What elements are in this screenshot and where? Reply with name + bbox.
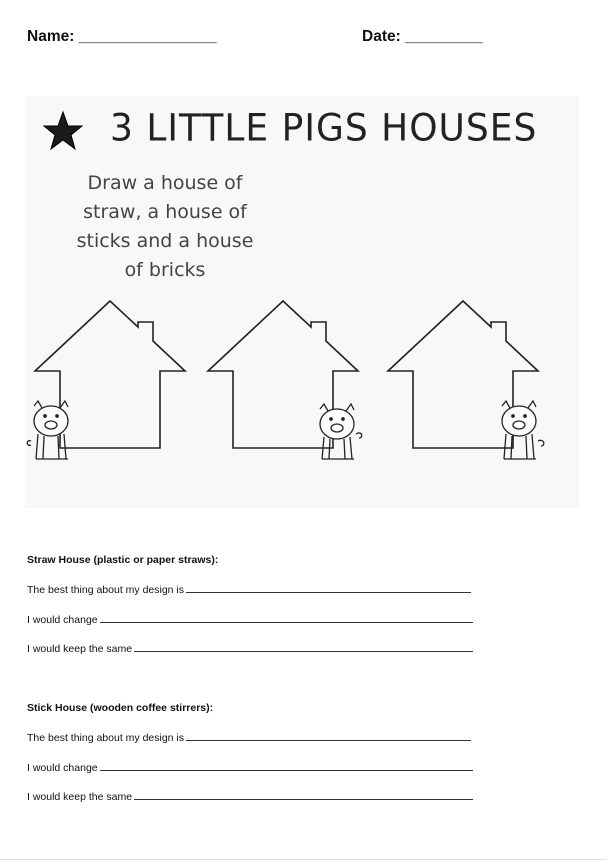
answer-line[interactable] xyxy=(134,790,473,800)
worksheet-header xyxy=(27,28,607,52)
answer-line[interactable] xyxy=(134,642,473,652)
page-bottom-divider xyxy=(0,859,607,860)
activity-title: 3 LITTLE PIGS HOUSES xyxy=(110,106,538,151)
pig-icon xyxy=(320,404,362,459)
reflection-line[interactable] xyxy=(27,642,473,655)
activity-panel xyxy=(25,96,579,508)
reflection-line[interactable] xyxy=(27,613,473,626)
reflection-line[interactable] xyxy=(27,583,471,596)
answer-line[interactable] xyxy=(186,583,471,593)
name-field-label[interactable]: Name: ________________ xyxy=(27,28,217,45)
reflection-prompt: I would change xyxy=(27,762,98,774)
pig-icon xyxy=(502,401,544,459)
reflection-prompt: I would keep the same xyxy=(27,791,133,803)
date-field-label[interactable]: Date: _________ xyxy=(362,28,483,45)
reflection-prompt: I would change xyxy=(27,614,98,626)
houses-illustration xyxy=(25,96,579,508)
reflection-prompt: I would keep the same xyxy=(27,643,133,655)
section-title: Stick House (wooden coffee stirrers): xyxy=(27,702,214,714)
reflection-line[interactable] xyxy=(27,761,473,774)
section-title: Straw House (plastic or paper straws): xyxy=(27,554,219,566)
reflection-prompt: The best thing about my design is xyxy=(27,732,185,744)
answer-line[interactable] xyxy=(100,613,473,623)
reflection-line[interactable] xyxy=(27,790,473,803)
reflection-line[interactable] xyxy=(27,731,471,744)
answer-line[interactable] xyxy=(186,731,471,741)
activity-instructions: Draw a house of straw, a house of sticks and a house of bricks xyxy=(76,172,254,281)
reflection-prompt: The best thing about my design is xyxy=(27,584,185,596)
pig-icon xyxy=(27,401,68,459)
answer-line[interactable] xyxy=(100,761,473,771)
